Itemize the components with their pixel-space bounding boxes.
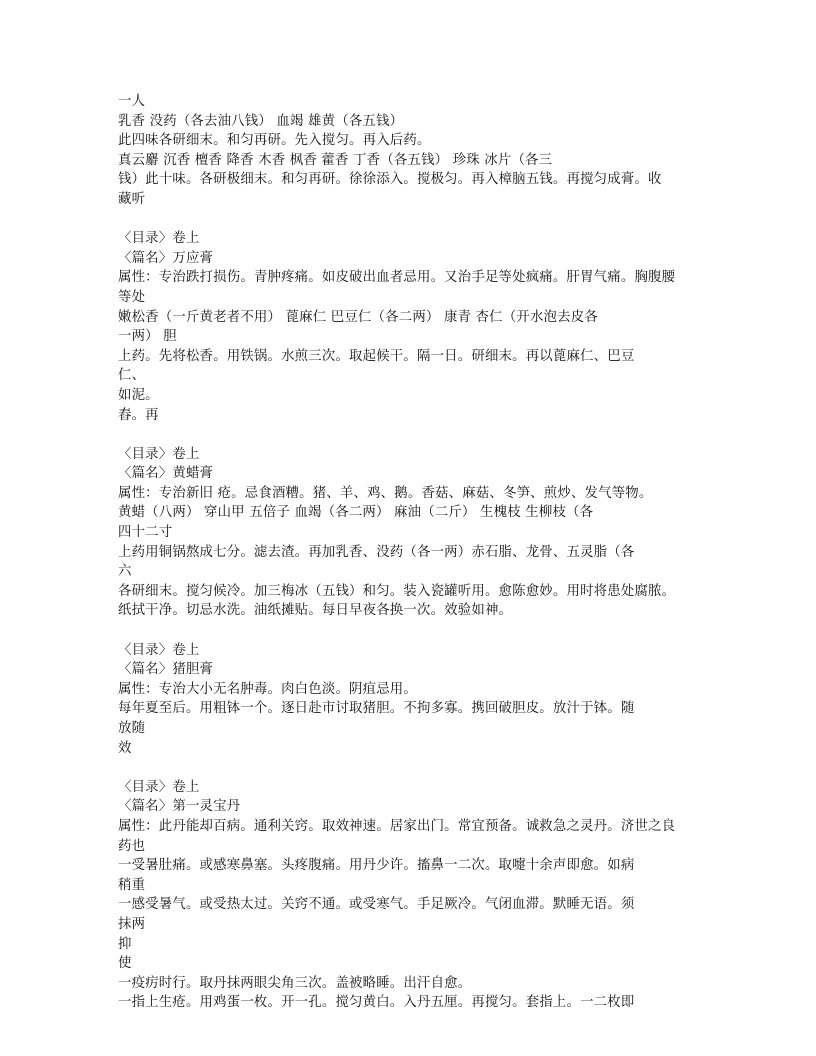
text-line: 此四味各研细末。和匀再研。先入搅匀。再入后药。 [118,133,431,149]
text-line: 一两） 胆 [118,329,177,345]
text-line: 一人 [118,94,146,109]
text-line: 纸拭干净。切忌水洗。油纸摊贴。每日早夜各换一次。效验如神。 [118,603,513,619]
text-line: 一疫疠时行。取丹抹两眼尖角三次。盖被略睡。出汗自愈。 [118,975,472,991]
text-line: 属性：专治跌打损伤。青肿疼痛。如皮破出血者忌用。又治手足等处疯痛。肝胃气痛。胸腹腰 [118,270,676,286]
text-line: 药也 [118,838,146,854]
text-line: 一受暑肚痛。或感寒鼻塞。头疼腹痛。用丹少许。搐鼻一二次。取嚏十余声即愈。如病 [118,858,635,874]
text-line: 各研细末。搅匀候冷。加三梅冰（五钱）和匀。装入瓷罐听用。愈陈愈妙。用时将患处腐脓。 [118,583,676,599]
text-line: 属性：专治新旧 疮。忌食酒糟。猪、羊、鸡、鹅。香菇、麻菇、冬笋、煎炒、发气等物。 [118,485,653,501]
text-line: 属性：此丹能却百病。通利关窍。取效神速。居家出门。常宜预备。诚救急之灵丹。济世之良 [118,818,676,834]
text-line: 抹两 [118,916,146,932]
spacer [118,758,718,778]
section-diyi-lingbao-dan [118,778,718,1013]
text-line: 放随 [118,721,146,736]
section-huangla-gao [118,445,718,621]
text-line: 藏听 [118,191,146,207]
text-line: 上药用铜锅熬成七分。滤去渣。再加乳香、没药（各一两）赤石脂、龙骨、五灵脂（各 [118,544,635,560]
text-line: 等处 [118,289,146,305]
document-page [118,92,718,1013]
section-wanying-gao [118,229,718,425]
article-title: 〈篇名〉黄蜡膏 [118,466,214,482]
text-line: 四十二寸 [118,525,173,541]
section-fragment [118,92,718,210]
text-line: 六 [118,564,132,580]
text-line: 黄蜡（八两） 穿山甲 五倍子 血竭（各二两） 麻油（二斤） 生槐枝 生柳枝（各 [118,505,594,521]
text-line: 仁、 [118,368,146,384]
text-line: 上药。先将松香。用铁锅。水煎三次。取起候干。隔一日。研细末。再以蓖麻仁、巴豆 [118,348,635,364]
section-zhudan-gao [118,641,718,759]
text-line: 乳香 没药（各去油八钱） 血竭 雄黄（各五钱） [118,113,404,129]
text-line: 属性：专治大小无名肿毒。肉白色淡。阴疽忌用。 [118,681,417,697]
text-line: 一指上生疮。用鸡蛋一枚。开一孔。搅匀黄白。入丹五厘。再搅匀。套指上。一二枚即 [118,995,635,1011]
spacer [118,621,718,641]
text-line: 抑 [118,936,132,952]
catalog-heading: 〈目录〉卷上 [118,779,200,795]
article-title: 〈篇名〉万应膏 [118,250,214,266]
article-title: 〈篇名〉猪胆膏 [118,662,214,678]
text-line: 效 [118,740,132,756]
text-line: 钱）此十味。各研极细末。和匀再研。徐徐添入。搅极匀。再入樟脑五钱。再搅匀成膏。收 [118,172,662,188]
catalog-heading: 〈目录〉卷上 [118,446,200,462]
article-title: 〈篇名〉第一灵宝丹 [118,799,241,815]
text-line: 每年夏至后。用粗钵一个。逐日赴市讨取猪胆。不拘多寡。携回破胆皮。放汁于钵。随 [118,701,635,717]
text-line: 真云麝 沉香 檀香 降香 木香 枫香 藿香 丁香（各五钱） 珍珠 冰片（各三 [118,152,553,168]
text-line: 嫩松香（一斤黄老者不用） 蓖麻仁 巴豆仁（各二两） 康青 杏仁（开水泡去皮各 [118,309,598,325]
catalog-heading: 〈目录〉卷上 [118,231,200,247]
text-line: 如泥。 [118,387,159,403]
text-line: 稍重 [118,877,146,893]
spacer [118,425,718,445]
text-line: 一感受暑气。或受热太过。关窍不通。或受寒气。手足厥冷。气闭血滞。默睡无语。须 [118,897,635,913]
text-line: 使 [118,956,132,972]
catalog-heading: 〈目录〉卷上 [118,642,200,658]
text-line: 舂。再 [118,407,159,423]
spacer [118,210,718,230]
